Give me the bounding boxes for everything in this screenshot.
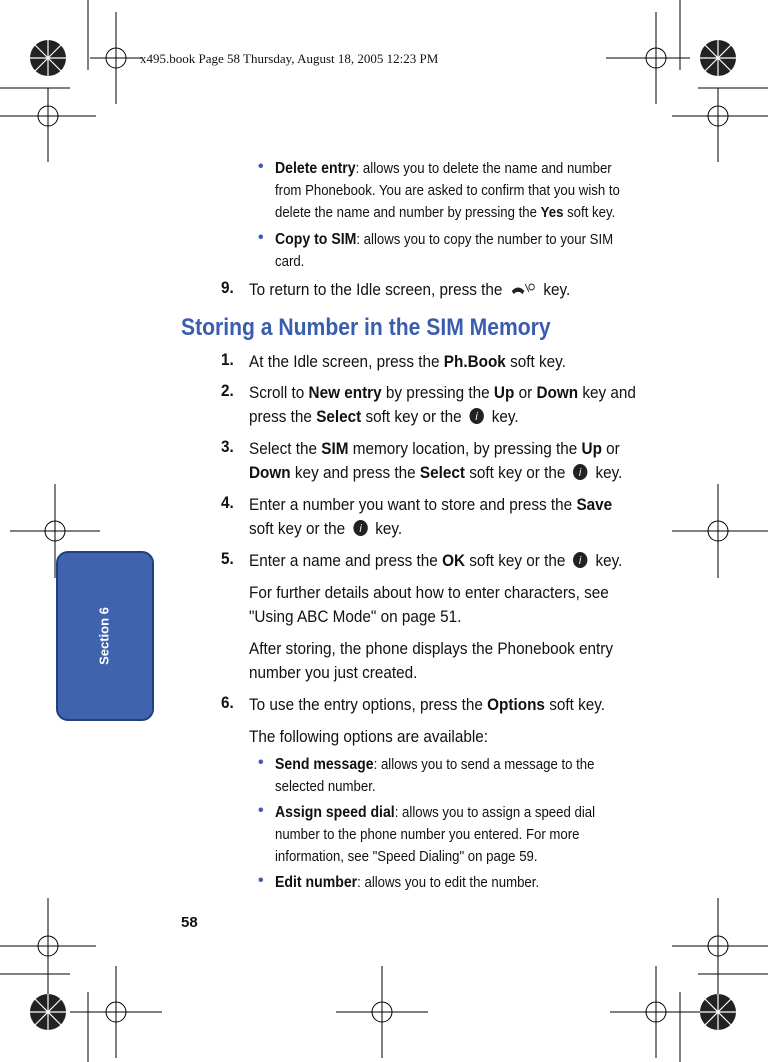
step-text: key and press the	[290, 463, 420, 482]
step-text: or	[601, 439, 620, 458]
step-text: key.	[491, 407, 519, 426]
step-text: Enter a number you want to store and press the	[249, 495, 577, 514]
bullet-term: Delete entry	[275, 160, 356, 177]
step-number: 1.	[221, 350, 234, 369]
step-text: To return to the Idle screen, press the	[249, 280, 503, 299]
step-4-line-2	[249, 517, 402, 541]
nav-key-icon	[352, 519, 368, 537]
svg-text:i: i	[358, 522, 362, 536]
bullet-dot: •	[258, 802, 264, 819]
bullet-text-line: card.	[275, 253, 305, 270]
step-2-line-2	[249, 405, 519, 429]
step-text: soft key or the	[361, 407, 462, 426]
page-number: 58	[181, 914, 198, 931]
bullet-text: : allows you to assign a speed dial	[394, 804, 596, 821]
svg-text:i: i	[579, 466, 582, 480]
step-5-text	[249, 549, 622, 573]
bullet-dot: •	[258, 229, 264, 246]
svg-text:i: i	[579, 554, 582, 568]
bullet-send-message	[275, 754, 594, 776]
bullet-term: Send message	[275, 756, 374, 773]
nav-key-icon	[572, 551, 588, 569]
bullet-text: : allows you to copy the number to your SIM	[356, 231, 614, 248]
step-text: key.	[375, 519, 403, 538]
bullet-term: Copy to SIM	[275, 231, 357, 248]
step-bold: Ph.Book	[443, 352, 506, 371]
step-bold: Options	[487, 695, 545, 714]
bullet-text-line: information, see "Speed Dialing" on page 59.	[275, 848, 538, 865]
bullet-text-line	[275, 202, 615, 224]
bullet-copy-to-sim	[275, 229, 613, 251]
nav-key-icon	[572, 463, 588, 481]
step-2-text	[249, 381, 636, 405]
step-number: 5.	[221, 549, 234, 568]
step-6-text	[249, 693, 605, 717]
bullet-dot: •	[258, 872, 264, 889]
step-text: memory location, by pressing the	[348, 439, 582, 458]
paragraph-line: After storing, the phone displays the Phonebook entry	[249, 639, 614, 658]
step-bold: Up	[493, 383, 515, 402]
step-number: 2.	[221, 381, 234, 400]
paragraph-line: For further details about how to enter characters, see	[249, 583, 609, 602]
step-bold: Select	[419, 463, 466, 482]
step-bold: Save	[576, 495, 613, 514]
end-key-icon	[509, 280, 536, 298]
bullet-assign-speed-dial	[275, 802, 595, 824]
bullet-text: : allows you to send a message to the	[373, 756, 595, 773]
bullet-text: : allows you to delete the name and number	[355, 160, 612, 177]
step-text: press the	[249, 407, 317, 426]
bullet-text: delete the name and number by pressing the	[275, 204, 541, 221]
step-bold: Down	[536, 383, 579, 402]
step-bold: Down	[249, 463, 291, 482]
bullet-text: soft key.	[563, 204, 616, 221]
step-text: key.	[543, 280, 571, 299]
step-text: Enter a name and press the	[249, 551, 443, 570]
step-bold: OK	[442, 551, 466, 570]
step-bold: New entry	[308, 383, 382, 402]
section-tab-label: Section 6	[96, 607, 112, 665]
step-text: key.	[595, 551, 623, 570]
bullet-edit-number	[275, 872, 539, 894]
step-text: soft key.	[505, 352, 566, 371]
bullet-delete-entry	[275, 158, 612, 180]
step-number: 3.	[221, 437, 234, 456]
step-text: by pressing the	[381, 383, 494, 402]
section-heading: Storing a Number in the SIM Memory	[181, 314, 551, 341]
step-number: 4.	[221, 493, 234, 512]
step-1-text	[249, 350, 566, 374]
step-3-line-2	[249, 461, 622, 485]
paragraph-line: "Using ABC Mode" on page 51.	[249, 607, 462, 626]
step-text: soft key or the	[465, 463, 566, 482]
bullet-dot: •	[258, 754, 264, 771]
step-3-text	[249, 437, 620, 461]
bullet-dot: •	[258, 158, 264, 175]
step-bold: Up	[581, 439, 602, 458]
step-9-text	[249, 278, 570, 302]
paragraph-line: The following options are available:	[249, 727, 489, 746]
step-text: Select the	[249, 439, 322, 458]
paragraph-line: number you just created.	[249, 663, 418, 682]
bold-inline: Yes	[540, 204, 564, 221]
step-text: At the Idle screen, press the	[249, 352, 444, 371]
svg-text:i: i	[475, 410, 479, 424]
step-text: Scroll to	[249, 383, 309, 402]
bullet-text-line: selected number.	[275, 778, 376, 795]
bullet-text-line: number to the phone number you entered. For more	[275, 826, 580, 843]
step-number: 9.	[221, 278, 234, 297]
step-text: soft key or the	[249, 519, 346, 538]
nav-key-icon	[469, 407, 485, 425]
bullet-text: : allows you to edit the number.	[357, 874, 540, 891]
bullet-text-line: from Phonebook. You are asked to confirm that you wish to	[275, 182, 620, 199]
print-header: x495.book Page 58 Thursday, August 18, 2005 12:23 PM	[140, 51, 439, 66]
bullet-term: Edit number	[275, 874, 358, 891]
step-bold: Select	[316, 407, 362, 426]
step-number: 6.	[221, 693, 234, 712]
step-text: To use the entry options, press the	[249, 695, 488, 714]
step-text: soft key or the	[465, 551, 566, 570]
step-text: key and	[578, 383, 636, 402]
step-text: key.	[595, 463, 623, 482]
step-text: soft key.	[544, 695, 606, 714]
step-4-text	[249, 493, 612, 517]
step-bold: SIM	[321, 439, 349, 458]
bullet-term: Assign speed dial	[275, 804, 395, 821]
step-text: or	[514, 383, 537, 402]
